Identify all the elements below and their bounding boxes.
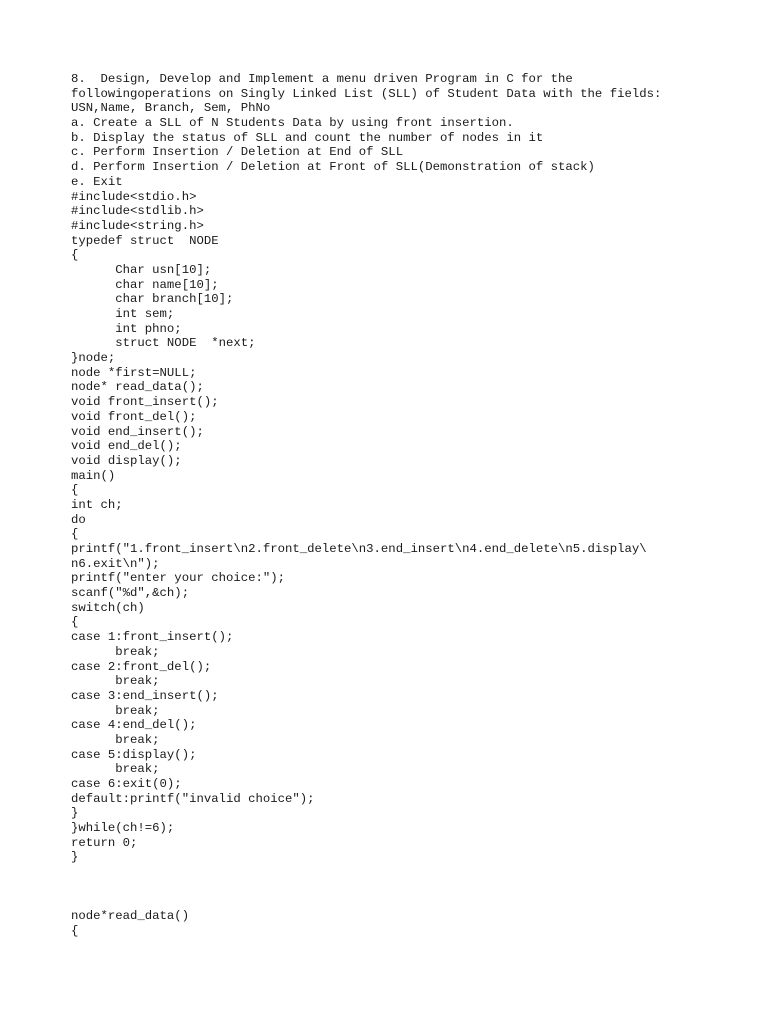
code-line: int ch; [71,497,123,512]
code-line: #include<stdio.h> [71,189,197,204]
code-line: break; [71,703,160,718]
code-line: e. Exit [71,174,123,189]
code-line: return 0; [71,835,138,850]
code-line: { [71,923,79,938]
code-line: } [71,806,79,821]
code-line: node*read_data() [71,909,190,924]
code-line: Char usn[10]; [71,262,212,277]
code-line: }while(ch!=6); [71,821,175,836]
code-line: case 3:end_insert(); [71,688,219,703]
code-line: default:printf("invalid choice"); [71,791,315,806]
code-line: void front_del(); [71,409,197,424]
code-line: node* read_data(); [71,380,204,395]
code-line: case 4:end_del(); [71,718,197,733]
code-line [71,895,661,910]
code-line: break; [71,732,160,747]
code-line: printf("1.front_insert\n2.front_delete\n3.end_insert\n4.end_delete\n5.display\ [71,542,647,556]
code-listing [71,72,661,939]
code-line: c. Perform Insertion / Deletion at End of SLL [71,145,404,160]
code-line: followingoperations on Singly Linked List (SLL) of Student Data with the fields: [71,86,662,101]
code-line: }node; [71,351,116,366]
code-line: scanf("%d",&ch); [71,586,190,601]
code-line: switch(ch) [71,600,145,615]
code-line: break; [71,674,160,689]
code-line: #include<stdlib.h> [71,204,204,219]
code-line: char name[10]; [71,277,219,292]
code-line: case 2:front_del(); [71,659,212,674]
code-line: break; [71,644,160,659]
code-line: { [71,615,79,630]
code-line: d. Perform Insertion / Deletion at Front of SLL(Demonstration of stack) [71,160,595,175]
code-line: main() [71,468,116,483]
code-line: case 1:front_insert(); [71,630,234,645]
code-line: n6.exit\n"); [71,556,160,571]
code-line: USN,Name, Branch, Sem, PhNo [71,101,271,116]
code-line: void end_del(); [71,439,182,454]
code-line: break; [71,762,160,777]
code-line: { [71,483,79,498]
code-line: int phno; [71,321,182,336]
code-line: int sem; [71,307,175,321]
code-line: 8. Design, Develop and Implement a menu driven Program in C for the [71,72,573,86]
code-line: { [71,248,79,263]
code-line: case 5:display(); [71,747,197,762]
code-line [71,880,661,895]
code-line: printf("enter your choice:"); [71,571,286,586]
code-line: char branch[10]; [71,292,234,307]
code-line: struct NODE *next; [71,336,256,351]
code-line: void display(); [71,453,182,468]
code-line: do [71,512,86,527]
code-line: typedef struct NODE [71,233,219,248]
code-line: } [71,850,79,865]
code-line: node *first=NULL; [71,365,197,380]
code-line [71,865,661,880]
code-line: void front_insert(); [71,395,219,410]
code-line: case 6:exit(0); [71,777,182,791]
code-line: a. Create a SLL of N Students Data by using front insertion. [71,116,514,131]
code-line: { [71,527,79,542]
code-line: #include<string.h> [71,218,204,233]
code-line: b. Display the status of SLL and count the number of nodes in it [71,130,544,145]
code-line: void end_insert(); [71,424,204,439]
